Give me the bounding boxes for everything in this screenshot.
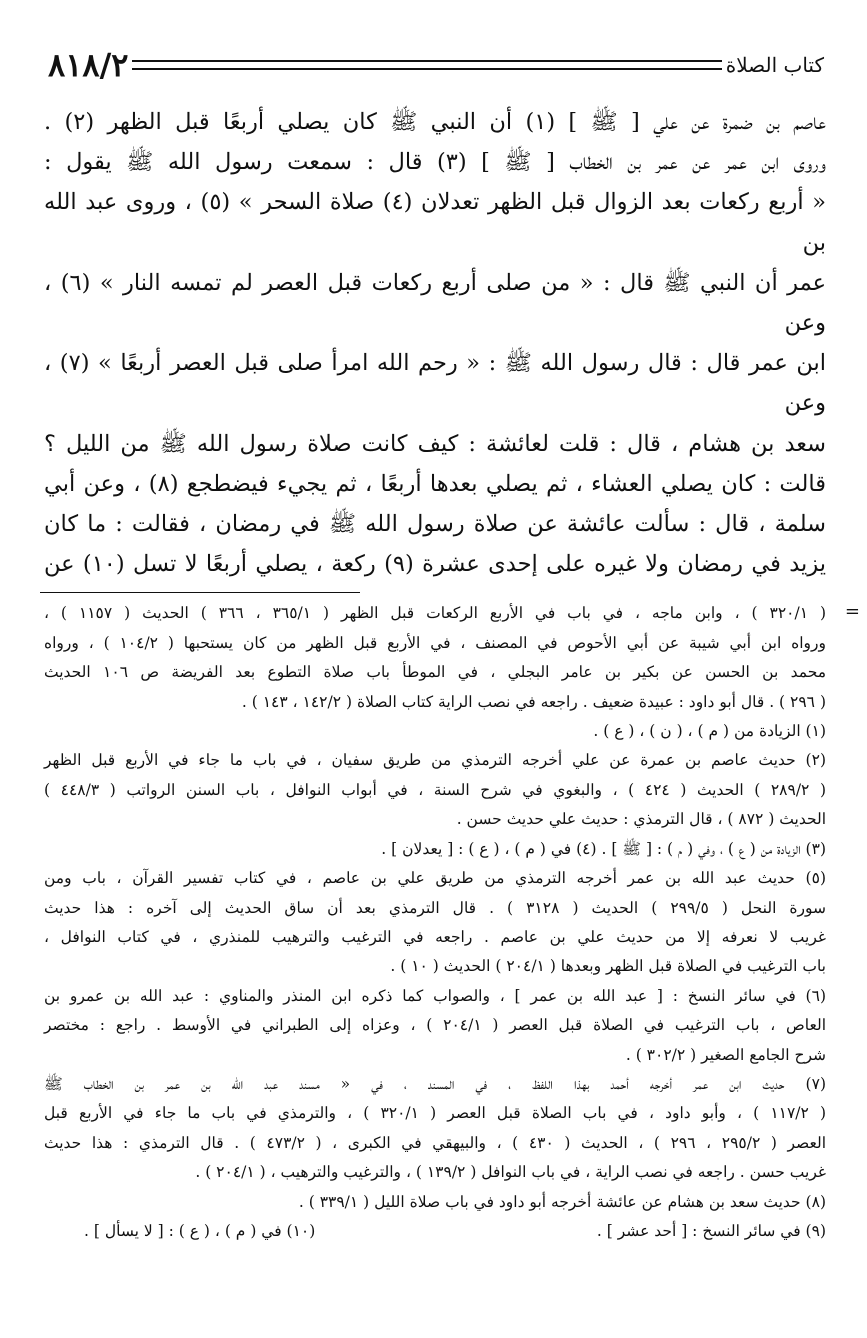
footnote-2 — [44, 746, 826, 834]
page-number: ٨١٨/٢ — [48, 46, 129, 84]
main-text-line: سلمة ، قال : سألت عائشة عن صلاة رسول الله ﷺ في رمضان ، فقالت : ما كان — [44, 511, 826, 538]
footnote-line: شرح الجامع الصغير ( ٣٠٢/٢ ) . — [625, 1045, 826, 1064]
footnote-line: (٦) في سائر النسخ : [ عبد الله بن عمر ] ، والصواب كما ذكره ابن المنذر والمناوي : عبد الله بن عمرو بن — [44, 986, 826, 1005]
footnote-line: (٣) الزيادة من ( ع ) ، وفي ( م ) : [ ﷺ ] . (٤) في ( م ) ، ( ع ) : [ يعدلان ] . — [381, 839, 826, 858]
footnote-line: (٧) حديث ابن عمر أخرجه أحمد بهذا اللفظ ، في المسند ، في « مسند عبد الله بن عمر بن الخطاب ﷺ — [44, 1074, 826, 1093]
footnote-line: (٢) حديث عاصم بن عمرة عن علي أخرجه الترمذي من طريق سفيان ، في باب ما جاء في الأربع قبل الظهر — [44, 751, 826, 770]
main-text-line: سعد بن هشام ، قال : قلت لعائشة : كيف كانت صلاة رسول الله ﷺ من الليل ؟ — [44, 430, 826, 457]
footnote-line: ورواه ابن أبي شيبة عن أبي الأحوص في المصنف ، في الأربع قبل الظهر من كان يستحبها ( ١٠٤/٢ ) ، ورواه — [44, 633, 826, 652]
main-text-line: عمر أن النبي ﷺ قال : « من صلى أربع ركعات قبل العصر لم تمسه النار » (٦) ، وعن — [44, 269, 826, 337]
footnote-line: (٥) حديث عبد الله بن عمر أخرجه الترمذي من طريق علي بن عاصم ، في كتاب تفسير القرآن ، باب ومن — [44, 869, 826, 888]
footnote-line: ( ٢٨٩/٢ ) الحديث ( ٤٢٤ ) ، والبغوي في شرح السنة ، في أبواب النوافل ، باب السنن الرواتب ( ٤٤٨/٣ ) — [44, 780, 826, 799]
main-text-line: وروى ابن عمر عن عمر بن الخطاب [ ﷺ ] (٣) قال : سمعت رسول الله ﷺ يقول : — [44, 149, 826, 176]
footnote-line: (١) الزيادة من ( م ) ، ( ن ) ، ( ع ) . — [593, 722, 826, 741]
footnote-line: سورة النحل ( ٢٩٩/٥ ) الحديث ( ٣١٢٨ ) . قال الترمذي بعد أن ساق الحديث إلى آخره : هذا حديث — [44, 898, 826, 917]
footnote-line: ( ٣٢٠/١ ) ، وابن ماجه ، في باب في الأربع الركعات قبل الظهر ( ٣٦٥/١ ، ٣٦٦ ) الحديث ( ١١٥٧ ) ، — [44, 604, 827, 623]
footnote-9-10 — [44, 1217, 826, 1246]
page — [40, 40, 860, 1310]
footnote-6 — [44, 982, 826, 1070]
footnote-line: الحديث ( ٨٧٢ ) ، قال الترمذي : حديث علي حديث حسن . — [456, 810, 826, 829]
footnotes — [40, 599, 860, 1246]
main-text-line: عاصم بن ضمرة عن علي [ ﷺ ] (١) أن النبي ﷺ كان يصلي أربعًا قبل الظهر (٢) . — [44, 109, 826, 135]
footnote-1 — [44, 717, 826, 746]
footnote-line: العصر ( ٢٩٥/٢ ، ٢٩٦ ) ، الحديث ( ٤٣٠ ) ، والبيهقي في الكبرى ، ( ٤٧٣/٢ ) . قال الترمذي : هذا حديث — [44, 1133, 827, 1152]
footnote-7 — [44, 1070, 826, 1188]
running-head — [40, 40, 830, 90]
footnote-separator — [40, 592, 360, 593]
footnote-8 — [44, 1188, 826, 1217]
footnote-line: (٨) حديث سعد بن هشام عن عائشة أخرجه أبو داود في باب صلاة الليل ( ٣٣٩/١ ) . — [298, 1192, 826, 1211]
footnote-line: العاص ، باب الترغيب في الصلاة قبل العصر ( ٢٠٤/١ ) ، وعزاه إلى الطبراني في الأوسط . راجع : مختصر — [44, 1016, 826, 1035]
footnote-continuation — [44, 599, 826, 717]
footnote-line: باب الترغيب في الصلاة قبل الظهر وبعدها ( ٢٠٤/١ ) الحديث ( ١٠ ) . — [390, 957, 826, 976]
book-title: كتاب الصلاة — [725, 53, 824, 77]
header-rule — [132, 60, 721, 70]
main-text-line: ابن عمر قال : قال رسول الله ﷺ : « رحم الله امرأ صلى قبل العصر أربعًا » (٧) ، وعن — [44, 350, 826, 417]
footnote-10: (١٠) في ( م ) ، ( ع ) : [ لا يسأل ] . — [84, 1221, 316, 1240]
main-text-line: قالت : كان يصلي العشاء ، ثم يصلي بعدها أربعًا ، ثم يجيء فيضطجع (٨) ، وعن أبي — [44, 470, 826, 497]
footnote-3-4 — [44, 835, 826, 864]
main-text — [40, 102, 830, 584]
footnote-line: غريب لا نعرفه إلا من حديث علي بن عاصم . راجعه في الترغيب والترهيب للمنذري ، في كتاب النوافل ، — [44, 927, 826, 946]
footnote-line: غريب حسن . راجعه في نصب الراية ، في باب النوافل ( ١٣٩/٢ ) ، والترغيب والترهيب ، ( ٢٠٤/١ ) . — [195, 1163, 826, 1182]
footnote-9: (٩) في سائر النسخ : [ أحد عشر ] . — [596, 1221, 826, 1240]
main-text-line: « أربع ركعات بعد الزوال قبل الظهر تعدلان (٤) صلاة السحر » (٥) ، وروى عبد الله بن — [44, 189, 826, 256]
main-text-line: يزيد في رمضان ولا غيره على إحدى عشرة (٩) ركعة ، يصلي أربعًا لا تسل (١٠) عن — [44, 551, 826, 578]
footnote-line: محمد بن الحسن عن بكير بن عامر البجلي ، في الموطأ باب صلاة التطوع بعد الفريضة ص ١٠٦ الحديث — [44, 663, 827, 682]
footnote-continuation-mark: = — [844, 601, 860, 623]
footnote-line: ( ١١٧/٢ ) ، وأبو داود ، في باب الصلاة قبل العصر ( ٣٢٠/١ ) ، والترمذي في باب ما جاء في الأربع قبل — [44, 1104, 827, 1123]
footnote-line: ( ٢٩٦ ) . قال أبو داود : عبيدة ضعيف . راجعه في نصب الراية كتاب الصلاة ( ١٤٢/٢ ، ١٤٣ ) . — [241, 692, 826, 711]
footnote-5 — [44, 864, 826, 982]
